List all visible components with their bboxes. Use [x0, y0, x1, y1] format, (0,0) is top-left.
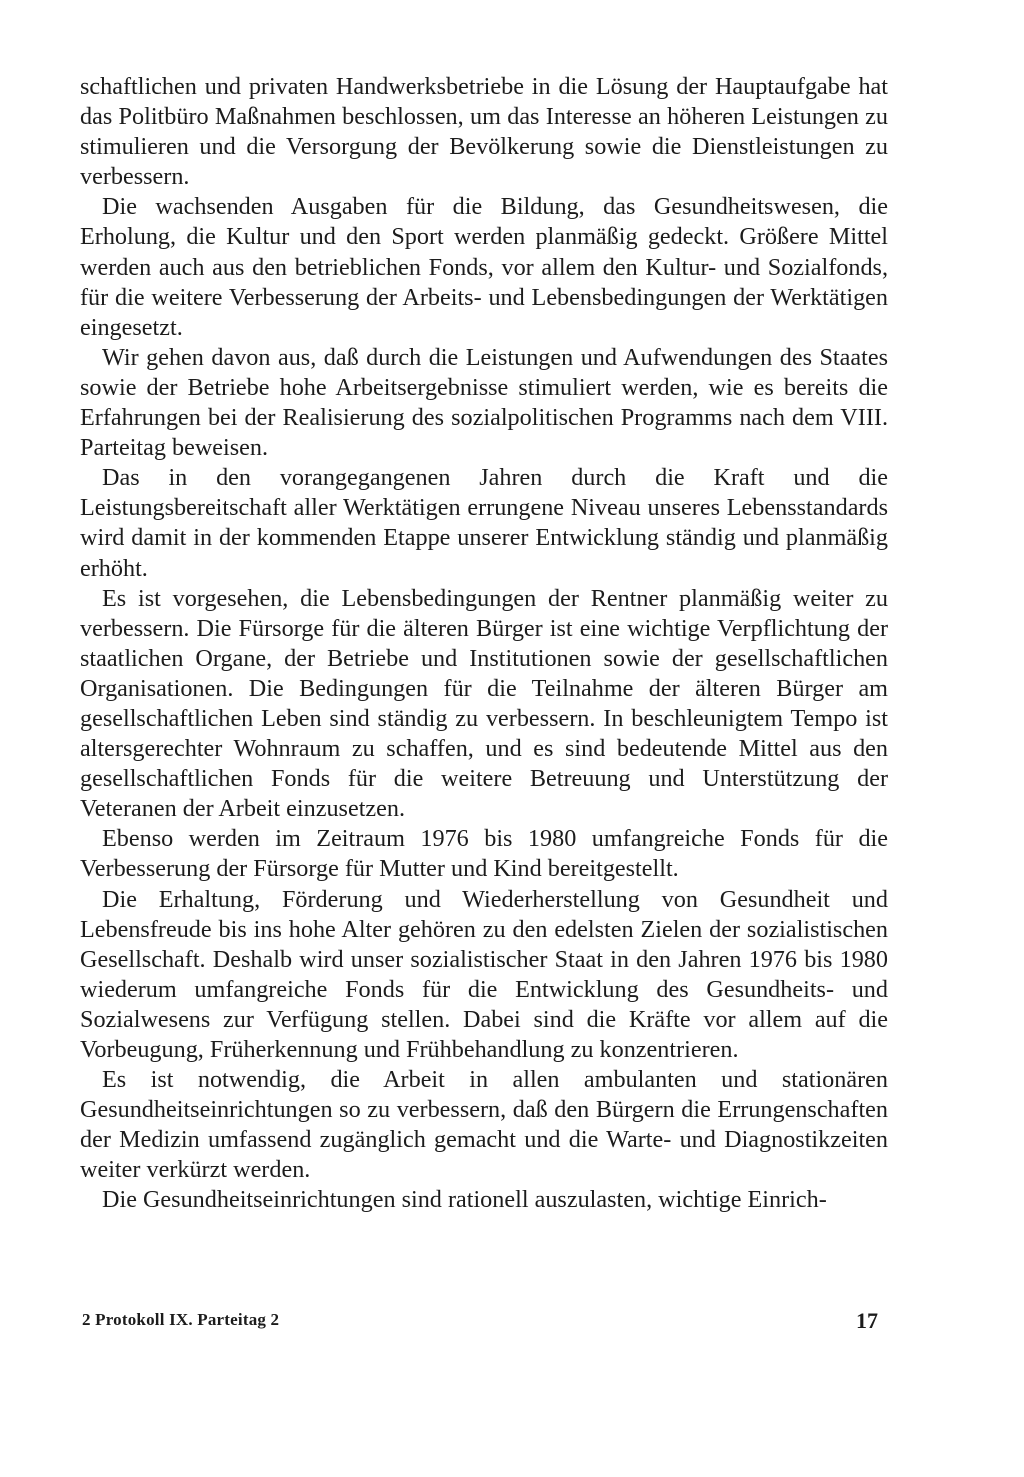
- page-number: 17: [856, 1308, 878, 1333]
- paragraph-3: Wir gehen davon aus, daß durch die Leistungen und Aufwendungen des Staates sowie der Betriebe hohe Arbeitsergebnisse stimuliert werden, wie es bereits die Erfahrungen bei der Realisierung des sozialpolitischen Programms nach dem VIII. Parteitag beweisen.: [80, 343, 888, 462]
- paragraph-6: Ebenso werden im Zeitraum 1976 bis 1980 umfangreiche Fonds für die Verbesserung der Fürsorge für Mutter und Kind bereitgestellt.: [80, 825, 888, 883]
- paragraph-5: Es ist vorgesehen, die Lebensbedingungen der Rentner planmäßig weiter zu verbessern. Die Fürsorge für die älteren Bürger ist eine wichtige Verpflichtung der staatlichen Organe, der Betriebe und Institutionen sowie der gesellschaftlichen Organisationen. Die Bedingungen für die Teilnahme der älteren Bürger am gesellschaftlichen Leben sind ständig zu verbessern. In beschleunigtem Tempo ist altersgerechter Wohnraum zu schaffen, und es sind bedeutende Mittel aus den gesellschaftlichen Fonds für die weitere Betreuung und Unterstützung der Veteranen der Arbeit einzusetzen.: [80, 584, 888, 823]
- paragraph-4: Das in den vorangegangenen Jahren durch die Kraft und die Leistungsbereitschaft aller Werktätigen errungene Niveau unseres Lebensstandards wird damit in der kommenden Etappe unserer Entwicklung ständig und planmäßig erhöht.: [80, 464, 888, 582]
- paragraph-7: Die Erhaltung, Förderung und Wiederherstellung von Gesundheit und Lebensfreude bis ins hohe Alter gehören zu den edelsten Zielen der sozialistischen Gesellschaft. Deshalb wird unser sozialistischer Staat in den Jahren 1976 bis 1980 wiederum umfangreiche Fonds für die Entwicklung des Gesundheits- und Sozialwesens zur Verfügung stellen. Dabei sind die Kräfte vor allem auf die Vorbeugung, Früherkennung und Frühbehandlung zu konzentrieren.: [80, 885, 888, 1063]
- body-text: [80, 72, 888, 1216]
- page-footer: [80, 1302, 888, 1342]
- document-page: [80, 72, 888, 1452]
- paragraph-1: schaftlichen und privaten Handwerksbetriebe in die Lösung der Hauptaufgabe hat das Politbüro Maßnahmen beschlossen, um das Interesse an höheren Leistungen zu stimulieren und die Versorgung der Bevölkerung sowie die Dienstleistungen zu verbessern.: [80, 73, 888, 191]
- paragraph-8: Es ist notwendig, die Arbeit in allen ambulanten und stationären Gesundheitseinrichtungen so zu verbessern, daß den Bürgern die Errungenschaften der Medizin umfassend zugänglich gemacht und die Warte- und Diagnostikzeiten weiter verkürzt werden.: [80, 1066, 888, 1184]
- paragraph-9: Die Gesundheitseinrichtungen sind rationell auszulasten, wichtige Einrich-: [102, 1186, 827, 1214]
- paragraph-2: Die wachsenden Ausgaben für die Bildung, das Gesundheitswesen, die Erholung, die Kultur und den Sport werden planmäßig gedeckt. Größere Mittel werden auch aus den betrieblichen Fonds, vor allem den Kultur- und Sozialfonds, für die weitere Verbesserung der Arbeits- und Lebensbedingungen der Werktätigen eingesetzt.: [80, 193, 888, 341]
- printer-signature: 2 Protokoll IX. Parteitag 2: [82, 1310, 280, 1329]
